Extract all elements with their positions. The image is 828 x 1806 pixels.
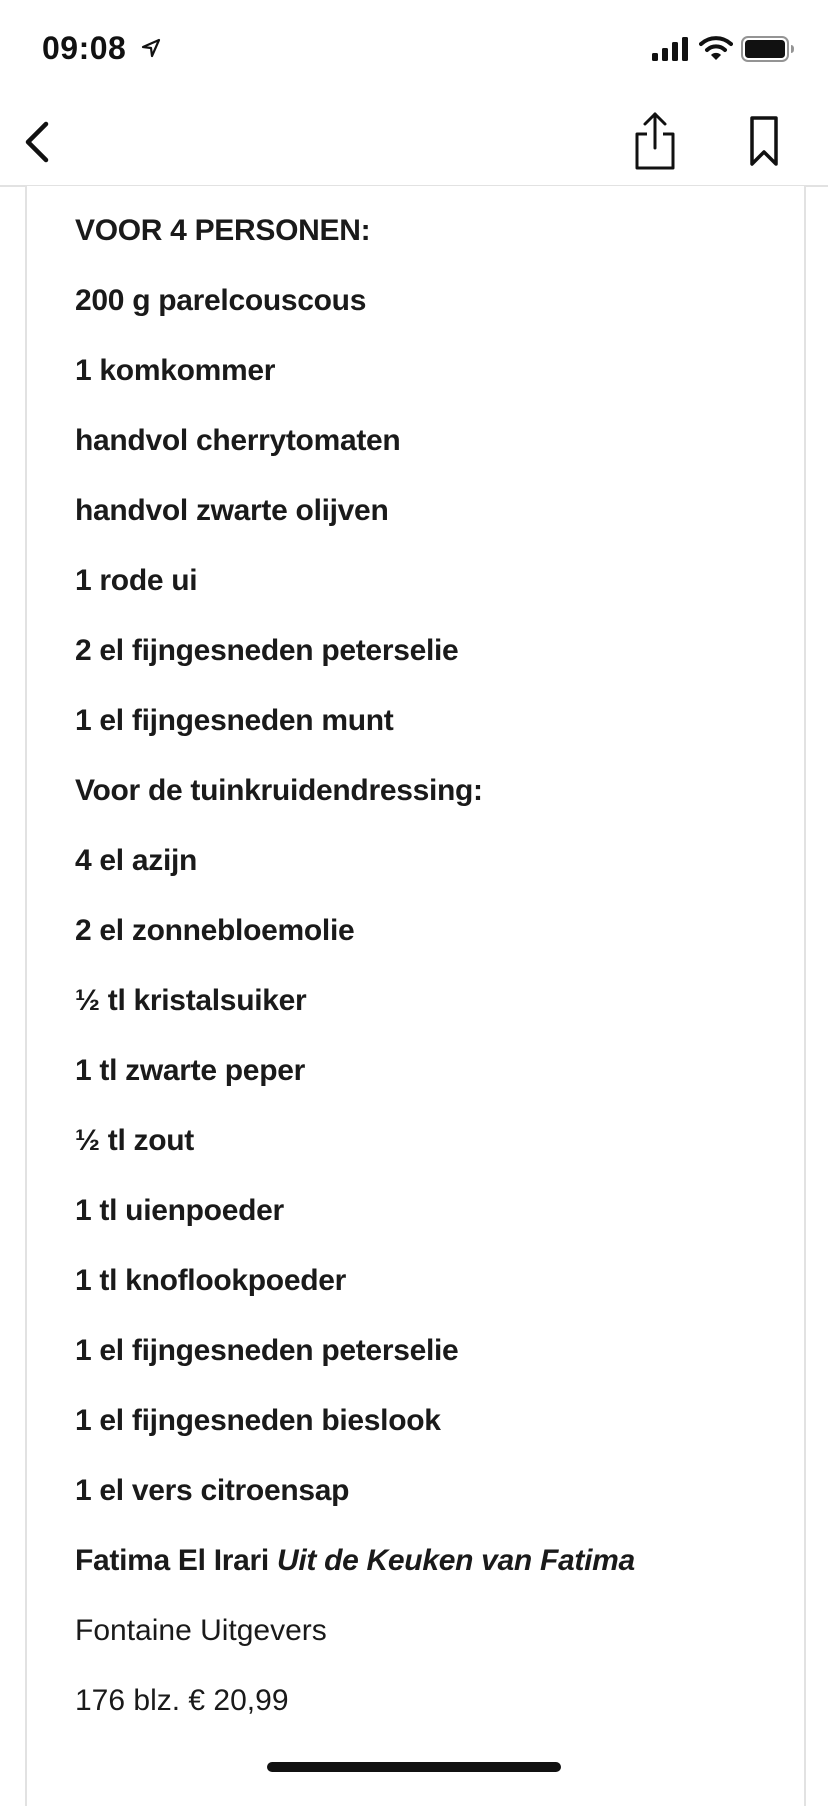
location-arrow-icon [140,37,162,64]
ingredient-item: ½ tl zout [75,1124,194,1157]
wifi-icon [699,35,733,66]
back-button[interactable] [18,116,64,168]
dressing-heading: Voor de tuinkruidendressing: [75,774,483,807]
ingredient-item: 1 el fijngesneden peterselie [75,1334,459,1367]
share-button[interactable] [632,110,678,172]
status-bar [0,0,828,100]
ingredient-item: 1 tl zwarte peper [75,1054,305,1087]
cellular-signal-icon [652,37,690,66]
ingredient-item: 1 rode ui [75,564,198,597]
bookmark-button[interactable] [744,114,784,168]
ingredient-item: 1 tl knoflookpoeder [75,1264,346,1297]
ingredient-item: 1 el fijngesneden munt [75,704,394,737]
bookmark-icon [744,114,784,168]
navigation-bar [0,100,828,187]
book-credit [75,1546,635,1616]
status-time: 09:08 [42,30,127,66]
book-pages-price: 176 blz. € 20,99 [75,1684,289,1717]
ingredient-list [75,216,635,1756]
book-publisher: Fontaine Uitgevers [75,1614,327,1647]
chevron-left-icon [18,116,64,168]
ingredient-item: 1 komkommer [75,354,276,387]
battery-icon [741,36,795,67]
ingredient-item: handvol zwarte olijven [75,494,389,527]
ingredient-item: 1 tl uienpoeder [75,1194,284,1227]
ingredient-item: 2 el fijngesneden peterselie [75,634,459,667]
book-title: Uit de Keuken van Fatima [276,1544,635,1577]
home-indicator[interactable] [267,1762,561,1772]
ingredient-item: ½ tl kristalsuiker [75,984,307,1017]
ingredient-item: 4 el azijn [75,844,198,877]
ingredient-item: 1 el fijngesneden bieslook [75,1404,441,1437]
servings-heading: VOOR 4 PERSONEN: [75,214,371,247]
share-icon [632,110,678,172]
ingredient-item: 2 el zonnebloemolie [75,914,355,947]
ingredient-item: handvol cherrytomaten [75,424,401,457]
book-author: Fatima El Irari [75,1544,269,1577]
recipe-card [25,186,806,1806]
ingredient-item: 1 el vers citroensap [75,1474,350,1507]
ingredient-item: 200 g parelcouscous [75,284,367,317]
